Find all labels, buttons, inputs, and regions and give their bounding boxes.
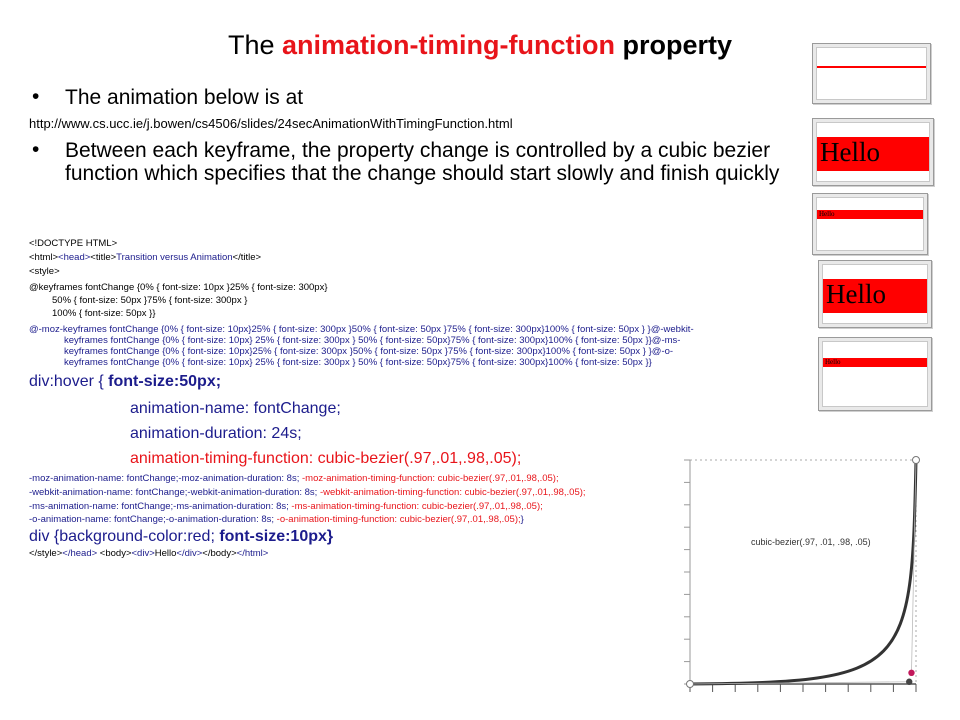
- bullet-1-text: The animation below is at: [65, 86, 304, 109]
- hover-rule-line: div:hover { font-size:50px;: [29, 373, 222, 390]
- thumbnail-4-hello: Hello: [826, 279, 886, 309]
- o-prefixed-line: -o-animation-name: fontChange;-o-animation-duration: 8s; -o-animation-timing-function: cubic-bezier(.97,.01,.98,.05);}: [29, 514, 524, 525]
- thumbnail-3-red-bar: [817, 210, 923, 219]
- animation-name-line: animation-name: fontChange;: [130, 400, 341, 417]
- thumbnail-2: [812, 118, 934, 186]
- title-highlight: animation-timing-function: [282, 30, 615, 60]
- bezier-curve: [690, 460, 916, 684]
- moz-prefixed-line: -moz-animation-name: fontChange;-moz-animation-duration: 8s; -moz-animation-timing-function: cubic-bezier(.97,.01,.98,.05);: [29, 473, 559, 484]
- bullet-marker-2: •: [32, 138, 40, 161]
- webkit-prefixed-line: -webkit-animation-name: fontChange;-webkit-animation-duration: 8s; -webkit-animation-timing-function: cubic-bezier(.97,.01,.98,.05);: [29, 487, 586, 498]
- moz-keyframes-line-3: keyframes fontChange {0% { font-size: 10px}25% { font-size: 300px }50% { font-size: 50px }75% { font-size: 300px}100% { font-size: 50px } }@-o-: [64, 346, 674, 357]
- thumbnail-2-hello: Hello: [820, 137, 880, 167]
- animation-timing-line: animation-timing-function: cubic-bezier(.97,.01,.98,.05);: [130, 450, 522, 467]
- end-point: [913, 457, 920, 464]
- moz-keyframes-line-2: keyframes fontChange {0% { font-size: 10px} 25% { font-size: 300px } 50% { font-size: 50px}75% { font-size: 300px}100% { font-size: 50px }}@-ms-: [64, 335, 681, 346]
- title-prefix: The: [227, 30, 283, 60]
- bullet-2-text: Between each keyframe, the property change is controlled by a cubic bezier function which specifies that the change should start slowly and finish quickly: [65, 139, 780, 185]
- closing-tags-line: </style></head> <body><div>Hello</div></body></html>: [29, 548, 269, 559]
- ms-prefixed-line: -ms-animation-name: fontChange;-ms-animation-duration: 8s; -ms-animation-timing-function: cubic-bezier(.97,.01,.98,.05);: [29, 501, 543, 512]
- control-point-1: [906, 679, 912, 685]
- thumbnail-3-hello: Hello: [819, 210, 835, 218]
- thumbnail-2-red-block: [817, 137, 929, 171]
- animation-url-link[interactable]: http://www.cs.ucc.ie/j.bowen/cs4506/slides/24secAnimationWithTimingFunction.html: [29, 116, 513, 131]
- keyframes-line-2: 50% { font-size: 50px }75% { font-size: 300px }: [52, 295, 248, 306]
- animation-duration-line: animation-duration: 24s;: [130, 425, 302, 442]
- chart-annotation: cubic-bezier(.97, .01, .98, .05): [751, 537, 871, 548]
- cubic-bezier-chart: [680, 456, 930, 696]
- style-open-line: <style>: [29, 266, 60, 277]
- doctype-line: <!DOCTYPE HTML>: [29, 238, 118, 249]
- control-point-2: [908, 670, 914, 676]
- thumbnail-3: [812, 193, 928, 255]
- keyframes-line-1: @keyframes fontChange {0% { font-size: 10px }25% { font-size: 300px}: [29, 282, 328, 293]
- thumbnail-4: [818, 260, 932, 328]
- start-point: [687, 681, 694, 688]
- div-rule-line: div {background-color:red; font-size:10px}: [29, 528, 334, 545]
- thumbnail-1: [812, 43, 931, 104]
- moz-keyframes-line-4: keyframes fontChange {0% { font-size: 10px} 25% { font-size: 300px } 50% { font-size: 50px}75% { font-size: 300px}100% { font-size: 50px }}: [64, 357, 652, 368]
- thumbnail-5-red-bar: [823, 358, 927, 367]
- thumbnail-4-red-block: [823, 279, 927, 313]
- cubic-bezier-svg: [680, 456, 930, 696]
- thumbnail-5: [818, 337, 932, 411]
- keyframes-line-3: 100% { font-size: 50px }}: [52, 308, 156, 319]
- thumbnail-5-hello: Hello: [825, 358, 841, 366]
- bullet-marker-1: •: [32, 85, 40, 108]
- moz-keyframes-line-1: @-moz-keyframes fontChange {0% { font-size: 10px}25% { font-size: 300px }50% { font-size: 50px }75% { font-size: 300px}100% { font-size: 50px } }@-webkit-: [29, 324, 694, 335]
- html-head-line: <html><head><title>Transition versus Animation</title>: [29, 252, 262, 263]
- title-suffix: property: [614, 30, 732, 60]
- thumbnail-1-red-bar: [817, 66, 926, 68]
